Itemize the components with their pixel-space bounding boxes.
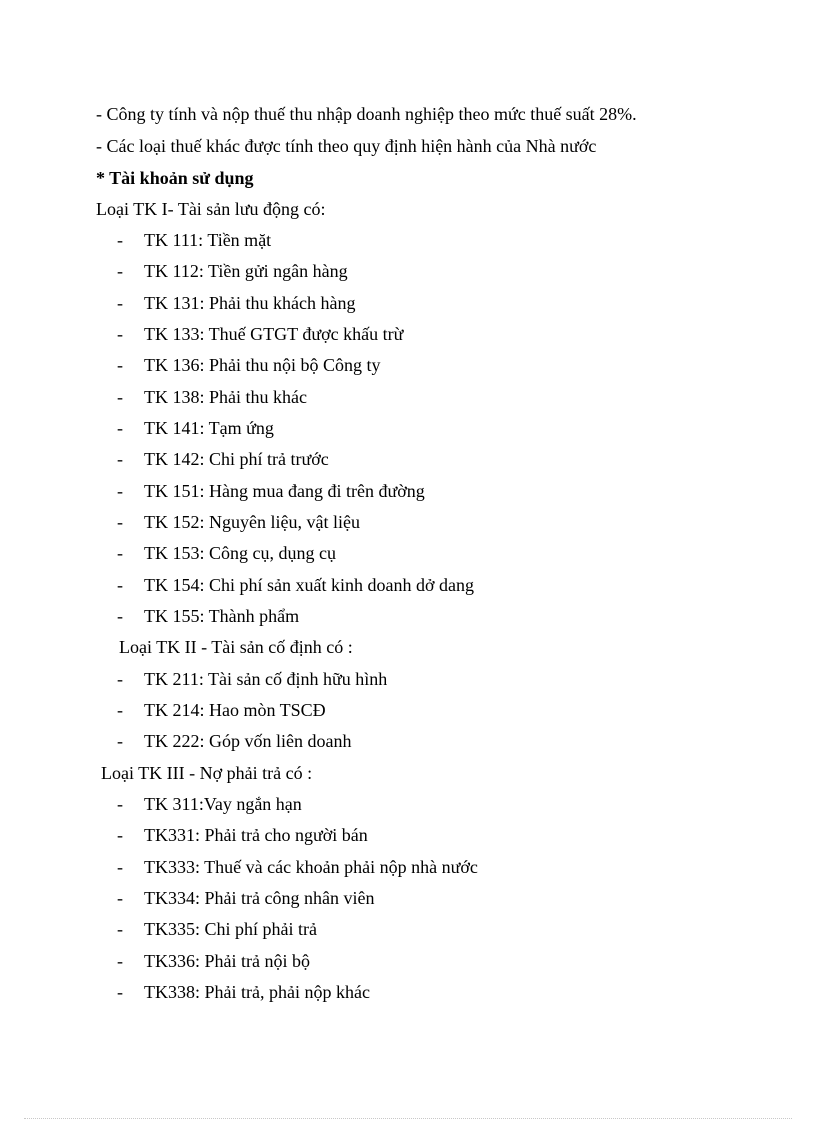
list-dash: -: [117, 543, 123, 563]
list-item: [117, 950, 310, 972]
list-item-text: TK 152: Nguyên liệu, vật liệu: [144, 512, 360, 532]
list-dash: -: [117, 919, 123, 939]
list-item-text: TK 138: Phải thu khác: [144, 387, 307, 407]
list-item-text: TK 154: Chi phí sản xuất kinh doanh dở dang: [144, 575, 474, 595]
list-dash: -: [117, 293, 123, 313]
list-dash: -: [117, 825, 123, 845]
group1-title: Loại TK I- Tài sản lưu động có:: [96, 199, 326, 219]
list-item: [117, 887, 374, 909]
list-item-text: TK 131: Phải thu khách hàng: [144, 293, 356, 313]
list-dash: -: [117, 355, 123, 375]
list-dash: -: [117, 700, 123, 720]
list-item: [117, 354, 381, 376]
list-item-text: TK 142: Chi phí trả trước: [144, 449, 329, 469]
list-dash: -: [117, 951, 123, 971]
list-item-text: TK 222: Góp vốn liên doanh: [144, 731, 352, 751]
list-dash: -: [117, 982, 123, 1002]
list-item-text: TK338: Phải trả, phải nộp khác: [144, 982, 370, 1002]
list-item-text: TK 136: Phải thu nội bộ Công ty: [144, 355, 381, 375]
list-dash: -: [117, 324, 123, 344]
list-dash: -: [117, 857, 123, 877]
list-item-text: TK335: Chi phí phải trả: [144, 919, 317, 939]
page-bottom-rule: [24, 1118, 792, 1119]
list-item: [117, 448, 329, 470]
list-item: [117, 511, 360, 533]
list-item: [117, 668, 387, 690]
list-item: [117, 417, 274, 439]
section-heading: * Tài khoản sử dụng: [96, 168, 254, 188]
list-item: [117, 981, 370, 1003]
list-dash: -: [117, 606, 123, 626]
list-dash: -: [117, 449, 123, 469]
list-item-text: TK336: Phải trả nội bộ: [144, 951, 310, 971]
list-item: [117, 605, 299, 627]
list-item-text: TK 211: Tài sản cố định hữu hình: [144, 669, 388, 689]
list-dash: -: [117, 731, 123, 751]
list-item-text: TK 151: Hàng mua đang đi trên đường: [144, 481, 425, 501]
group2-title: Loại TK II - Tài sản cố định có :: [119, 637, 353, 657]
list-item: [117, 793, 302, 815]
list-item: [117, 260, 348, 282]
list-item: [117, 542, 336, 564]
list-item-text: TK 112: Tiền gửi ngân hàng: [144, 261, 348, 281]
list-item-text: TK334: Phải trả công nhân viên: [144, 888, 375, 908]
list-item-text: TK 214: Hao mòn TSCĐ: [144, 700, 326, 720]
list-dash: -: [117, 575, 123, 595]
list-dash: -: [117, 481, 123, 501]
list-item-text: TK 141: Tạm ứng: [144, 418, 274, 438]
list-dash: -: [117, 794, 123, 814]
list-item: [117, 918, 317, 940]
list-item: [117, 856, 478, 878]
intro-line-1: - Công ty tính và nộp thuế thu nhập doanh nghiệp theo mức thuế suất 28%.: [96, 104, 637, 124]
list-item: [117, 824, 368, 846]
list-item-text: TK 155: Thành phẩm: [144, 606, 300, 626]
list-dash: -: [117, 512, 123, 532]
group3-title: Loại TK III - Nợ phải trả có :: [101, 763, 313, 783]
list-item: [117, 730, 351, 752]
list-item: [117, 574, 474, 596]
list-dash: -: [117, 387, 123, 407]
list-item: [117, 323, 403, 345]
list-item: [117, 699, 326, 721]
list-item-text: TK333: Thuế và các khoản phải nộp nhà nước: [144, 857, 478, 877]
list-item-text: TK 311:Vay ngắn hạn: [144, 794, 302, 814]
list-item-text: TK331: Phải trả cho người bán: [144, 825, 368, 845]
list-dash: -: [117, 261, 123, 281]
intro-line-2: - Các loại thuế khác được tính theo quy định hiện hành của Nhà nước: [96, 136, 597, 156]
list-item: [117, 229, 271, 251]
list-dash: -: [117, 230, 123, 250]
list-item-text: TK 111: Tiền mặt: [144, 230, 272, 250]
list-item: [117, 386, 307, 408]
list-item: [117, 292, 355, 314]
list-item: [117, 480, 425, 502]
list-item-text: TK 153: Công cụ, dụng cụ: [144, 543, 336, 563]
list-item-text: TK 133: Thuế GTGT được khấu trừ: [144, 324, 404, 344]
list-dash: -: [117, 669, 123, 689]
list-dash: -: [117, 888, 123, 908]
list-dash: -: [117, 418, 123, 438]
